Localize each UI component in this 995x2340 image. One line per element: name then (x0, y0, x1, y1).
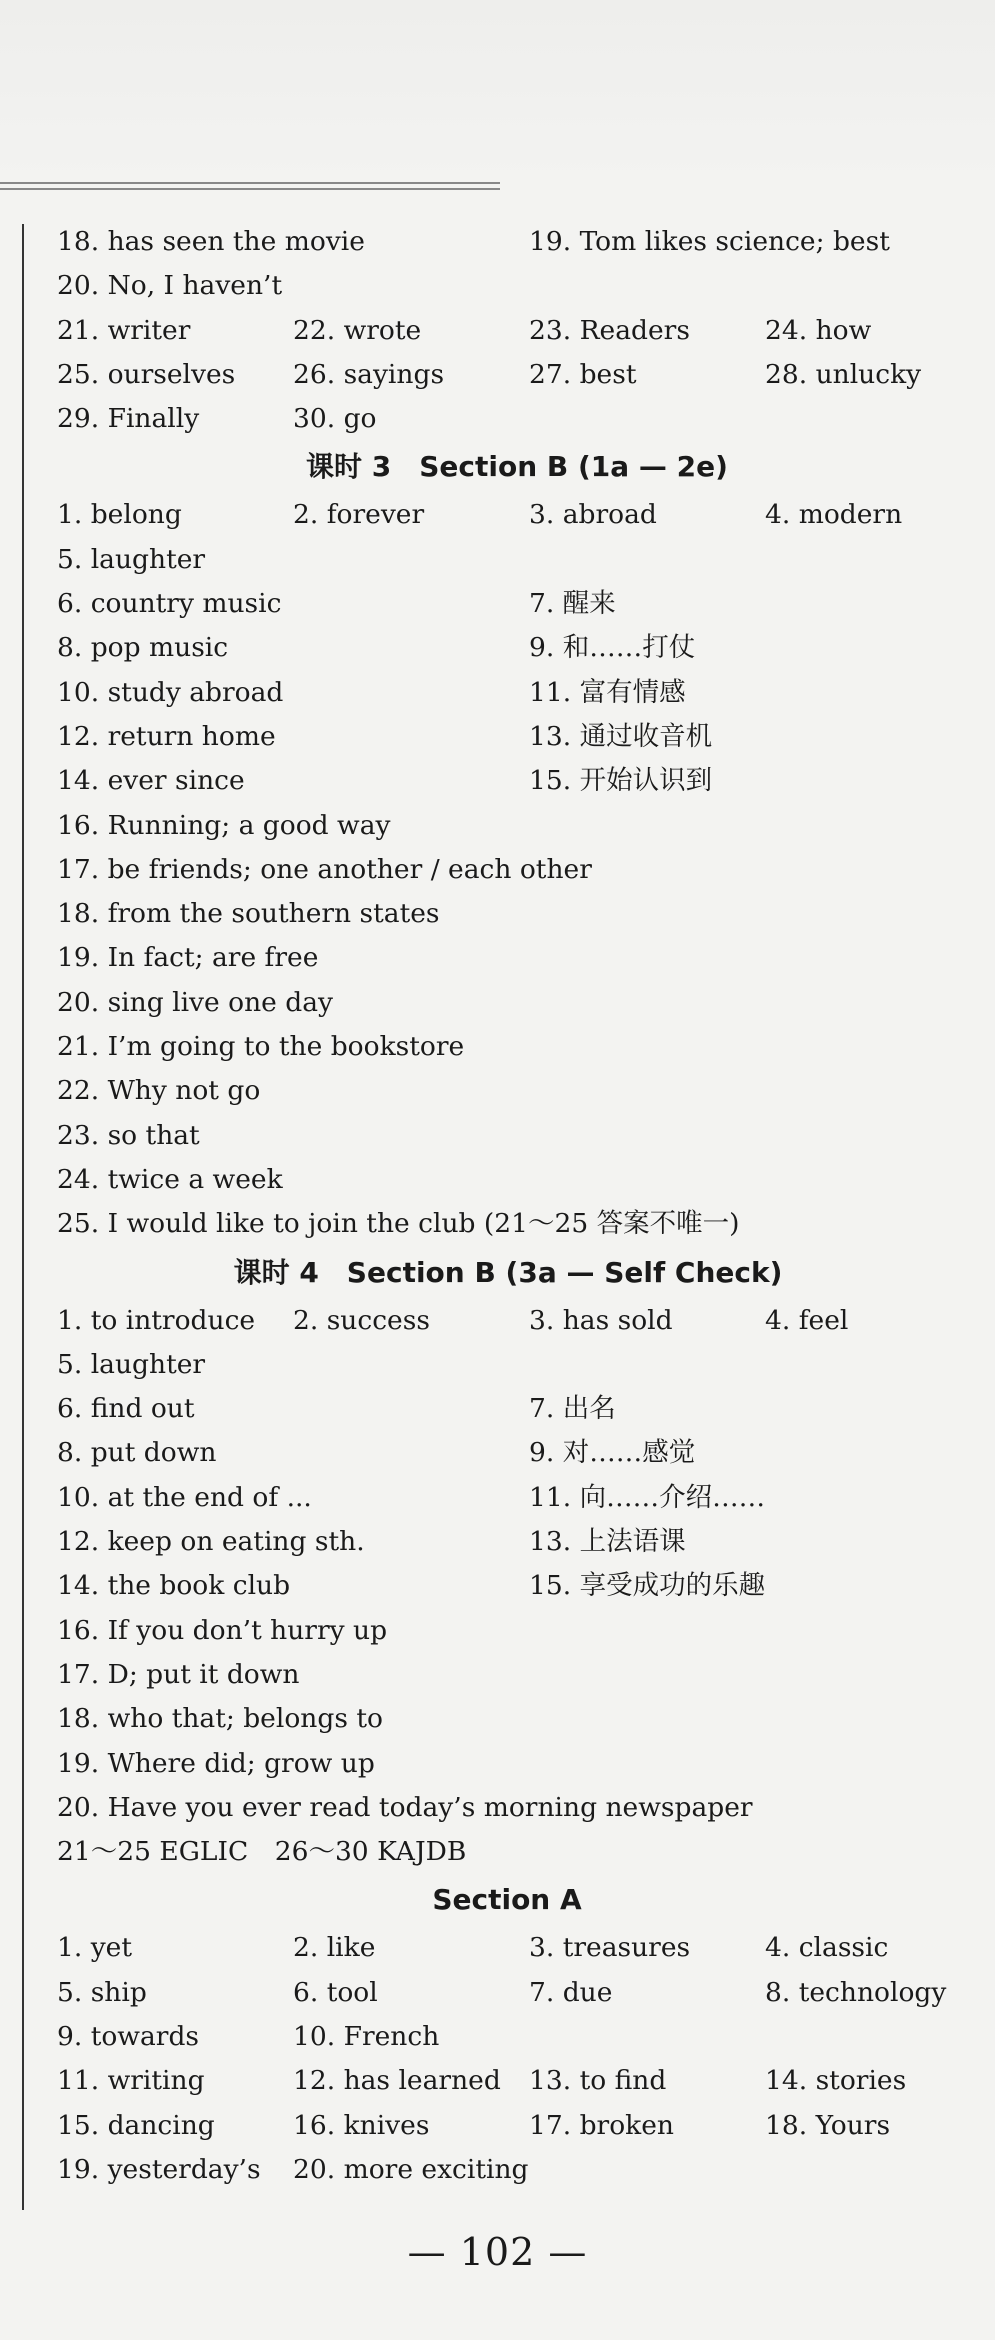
answer-row (57, 493, 957, 537)
answer-item: 10. at the end of ... (57, 1481, 312, 1513)
answers-lesson-3 (57, 493, 957, 1246)
answer-item: 22. wrote (293, 314, 422, 346)
answer-item: 13. 上法语课 (529, 1526, 686, 1558)
answer-item: 4. modern (765, 499, 903, 531)
answer-row (57, 671, 957, 715)
answer-item: 20. more exciting (293, 2153, 529, 2185)
answer-row (57, 1653, 957, 1697)
answer-item: 29. Finally (57, 403, 200, 435)
answer-item: 19. Where did; grow up (57, 1747, 375, 1779)
answer-row (57, 1476, 957, 1520)
answer-item: 3. treasures (529, 1932, 691, 1964)
answer-item: 19. In fact; are free (57, 942, 319, 974)
answer-row (57, 582, 957, 626)
answer-item: 3. abroad (529, 499, 657, 531)
answer-item: 1. yet (57, 1932, 133, 1964)
answer-item: 12. keep on eating sth. (57, 1526, 365, 1558)
page-number: — 102 — (407, 2230, 588, 2274)
answer-item: 3. has sold (529, 1304, 673, 1336)
answer-item: 20. Have you ever read today’s morning newspaper (57, 1791, 753, 1823)
section-heading (57, 1874, 957, 1926)
answer-item: 2. forever (293, 499, 425, 531)
answer-row (57, 1158, 957, 1202)
header-rule-upper (0, 182, 500, 184)
answer-item: 22. Why not go (57, 1075, 261, 1107)
answer-item: 9. 对……感觉 (529, 1437, 696, 1469)
answer-item: 19. yesterday’s (57, 2153, 261, 2185)
answer-row (57, 1343, 957, 1387)
section-heading (57, 441, 957, 493)
answer-row (57, 1742, 957, 1786)
answer-item: 18. who that; belongs to (57, 1703, 383, 1735)
section-heading-text: 课时 3 Section B (1a — 2e) (306, 450, 728, 484)
section-heading-text: 课时 4 Section B (3a — Self Check) (233, 1255, 783, 1289)
answer-item: 19. Tom likes science; best (529, 226, 890, 257)
answers-lesson-4 (57, 1299, 957, 1875)
answer-item: 13. 通过收音机 (529, 720, 713, 752)
answer-item: 5. laughter (57, 1348, 206, 1380)
answer-row (57, 804, 957, 848)
answer-row (57, 1697, 957, 1741)
answer-row (57, 309, 957, 353)
answer-item: 10. French (293, 2020, 440, 2052)
answer-item: 14. the book club (57, 1570, 291, 1602)
answer-row (57, 626, 957, 670)
answer-item: 25. I would like to join the club (21～25 答案不唯一) (57, 1208, 740, 1240)
answer-item: 13. to find (529, 2065, 667, 2097)
answer-item: 9. 和……打仗 (529, 632, 696, 664)
answer-row (57, 1564, 957, 1608)
answer-item: 5. ship (57, 1976, 147, 2008)
answer-row (57, 1786, 957, 1830)
answer-item: 10. study abroad (57, 676, 284, 708)
answer-item: 30. go (293, 403, 377, 435)
answer-item: 8. put down (57, 1437, 217, 1469)
answer-row (57, 1114, 957, 1158)
answer-item: 15. 开始认识到 (529, 765, 713, 797)
answer-item: 28. unlucky (765, 358, 922, 390)
answer-row (57, 2015, 957, 2059)
answer-key (57, 220, 957, 2192)
answer-item: 2. like (293, 1932, 376, 1964)
answer-item: 20. No, I haven’t (57, 270, 283, 302)
answer-item: 23. Readers (529, 314, 690, 346)
answer-item: 21. I’m going to the bookstore (57, 1031, 465, 1063)
section-heading (57, 1247, 957, 1299)
answer-item: 6. find out (57, 1393, 195, 1425)
answer-item: 25. ourselves (57, 358, 236, 390)
answer-item: 1. belong (57, 499, 182, 531)
answer-row (57, 981, 957, 1025)
answer-item: 12. has learned (293, 2065, 501, 2097)
answer-row (57, 353, 957, 397)
answer-item: 17. D; put it down (57, 1658, 300, 1690)
answer-item: 15. 享受成功的乐趣 (529, 1570, 766, 1602)
answer-item: 21～25 EGLIC 26～30 KAJDB (57, 1836, 467, 1868)
answer-item: 24. twice a week (57, 1163, 283, 1195)
answers-top (57, 220, 957, 441)
header-rule-lower (0, 188, 500, 190)
answer-item: 12. return home (57, 720, 276, 752)
answer-item: 24. how (765, 314, 872, 346)
answer-item: 16. knives (293, 2109, 430, 2141)
answer-item: 21. writer (57, 314, 191, 346)
answer-row (57, 892, 957, 936)
answer-row (57, 1609, 957, 1653)
answer-item: 6. tool (293, 1976, 378, 2008)
answer-item: 4. classic (765, 1932, 889, 1964)
answer-item: 8. technology (765, 1976, 947, 2008)
answer-item: 7. 醒来 (529, 588, 616, 620)
answer-item: 16. Running; a good way (57, 809, 391, 841)
answer-item: 18. Yours (765, 2109, 891, 2141)
answer-item: 11. 富有情感 (529, 676, 686, 708)
answer-item: 1. to introduce (57, 1304, 256, 1336)
answer-item: 14. stories (765, 2065, 907, 2097)
answer-row (57, 1202, 957, 1246)
answer-row (57, 1387, 957, 1431)
answer-row (57, 397, 957, 441)
answer-item: 17. broken (529, 2109, 674, 2141)
answer-item: 8. pop music (57, 632, 229, 664)
answer-row (57, 264, 957, 308)
answer-item: 15. dancing (57, 2109, 215, 2141)
answer-item: 26. sayings (293, 358, 445, 390)
answer-item: 11. 向……介绍…… (529, 1481, 766, 1513)
answer-row (57, 715, 957, 759)
answer-row (57, 1069, 957, 1113)
answer-item: 18. from the southern states (57, 898, 440, 930)
answer-item: 17. be friends; one another / each other (57, 853, 592, 885)
answer-item: 7. 出名 (529, 1393, 616, 1425)
answer-item: 6. country music (57, 588, 282, 620)
answer-row (57, 538, 957, 582)
answer-row (57, 1926, 957, 1970)
answer-item: 4. feel (765, 1304, 849, 1336)
answer-item: 20. sing live one day (57, 986, 333, 1018)
left-margin-line (22, 224, 24, 2210)
answer-item: 7. due (529, 1976, 613, 2008)
answer-row (57, 1431, 957, 1475)
answer-row (57, 1971, 957, 2015)
answer-row (57, 848, 957, 892)
answer-row (57, 1025, 957, 1069)
top-blank-area (0, 0, 995, 180)
answer-row (57, 1830, 957, 1874)
answer-row (57, 1520, 957, 1564)
answer-row (57, 2059, 957, 2103)
answer-row (57, 1299, 957, 1343)
answer-item: 9. towards (57, 2020, 200, 2052)
answer-item: 14. ever since (57, 765, 245, 797)
answer-item: 18. has seen the movie (57, 226, 365, 257)
answer-item: 23. so that (57, 1119, 200, 1151)
answer-item: 11. writing (57, 2065, 205, 2097)
answer-row (57, 2148, 957, 2192)
answer-item: 16. If you don’t hurry up (57, 1614, 388, 1646)
answer-row (57, 220, 957, 264)
answer-row (57, 759, 957, 803)
answer-row (57, 2104, 957, 2148)
answer-item: 2. success (293, 1304, 430, 1336)
section-heading-text: Section A (432, 1883, 582, 1917)
answers-section-a (57, 1926, 957, 2192)
answer-item: 5. laughter (57, 543, 206, 575)
answer-item: 27. best (529, 358, 637, 390)
answer-row (57, 936, 957, 980)
